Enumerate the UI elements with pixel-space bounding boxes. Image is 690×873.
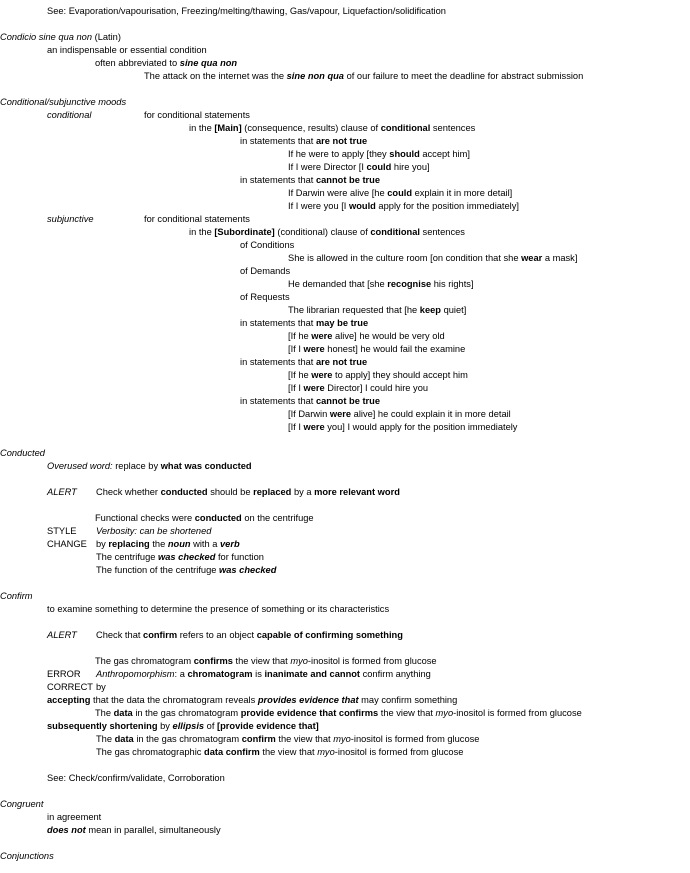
clause-line: in the [Main] (consequence, results) clause of conditional sentences [189, 123, 476, 133]
statement-type: in statements that cannot be true [240, 175, 381, 185]
see-also-line: See: Check/confirm/validate, Corroboration [47, 773, 225, 783]
definition: in agreement [47, 812, 102, 822]
correction-step: subsequently shortening by ellipsis of [provide evidence that] [47, 721, 319, 731]
example-sentence: The data in the gas chromatogram confirm the view that myo-inositol is formed from glucose [96, 734, 480, 744]
change-text: by replacing the noun with a verb [96, 539, 240, 549]
example-sentence: If he were to apply [they should accept him] [288, 149, 470, 159]
entry-confirm: Confirm [0, 591, 33, 601]
entry-condicio-sine-qua-non: Condicio sine qua non (Latin) [0, 32, 121, 42]
clause-line: in the [Subordinate] (conditional) clause of conditional sentences [189, 227, 465, 237]
example-sentence: The data in the gas chromatogram provide evidence that confirms the view that myo-inositol is formed from glucose [95, 708, 582, 718]
example-sentence: The centrifuge was checked for function [96, 552, 264, 562]
usage-line: for conditional statements [144, 110, 250, 120]
statement-type: of Requests [240, 292, 290, 302]
example-sentence: [If he were alive] he would be very old [288, 331, 445, 341]
abbreviation-note: often abbreviated to sine qua non [95, 58, 238, 68]
correct-label: CORRECT [47, 682, 93, 692]
correction-step: accepting that the data the chromatogram reveals provides evidence that may confirm something [47, 695, 458, 705]
usage-line: for conditional statements [144, 214, 250, 224]
alert-text: Check that confirm refers to an object capable of confirming something [96, 630, 403, 640]
error-label: ERROR [47, 669, 81, 679]
statement-type: in statements that are not true [240, 357, 368, 367]
subentry-conditional: conditional [47, 110, 92, 120]
example-sentence: The gas chromatographic data confirm the view that myo-inositol is formed from glucose [96, 747, 464, 757]
statement-type: of Conditions [240, 240, 295, 250]
example-sentence: The attack on the internet was the sine non qua of our failure to meet the deadline for abstract submission [144, 71, 584, 81]
alert-label: ALERT [47, 630, 77, 640]
example-sentence: [If I were Director] I could hire you [288, 383, 429, 393]
statement-type: in statements that are not true [240, 136, 368, 146]
statement-type: in statements that may be true [240, 318, 369, 328]
overused-note: Overused word: replace by what was conducted [47, 461, 252, 471]
alert-text: Check whether conducted should be replaced by a more relevant word [96, 487, 400, 497]
see-also-line: See: Evaporation/vapourisation, Freezing/melting/thawing, Gas/vapour, Liquefaction/solidification [47, 6, 446, 16]
entry-congruent: Congruent [0, 799, 44, 809]
entry-conditional-subjunctive: Conditional/subjunctive moods [0, 97, 127, 107]
correct-text: by [96, 682, 106, 692]
statement-type: in statements that cannot be true [240, 396, 381, 406]
example-sentence: The gas chromatogram confirms the view that myo-inositol is formed from glucose [95, 656, 437, 666]
entry-conjunctions: Conjunctions [0, 851, 54, 861]
entry-conducted: Conducted [0, 448, 45, 458]
change-label: CHANGE [47, 539, 87, 549]
definition: does not mean in parallel, simultaneously [47, 825, 221, 835]
statement-type: of Demands [240, 266, 291, 276]
definition: an indispensable or essential condition [47, 45, 207, 55]
example-sentence: [If I were you] I would apply for the position immediately [288, 422, 518, 432]
error-text: Anthropomorphism: a chromatogram is inanimate and cannot confirm anything [96, 669, 431, 679]
example-sentence: The librarian requested that [he keep quiet] [288, 305, 467, 315]
example-sentence: [If he were to apply] they should accept him [288, 370, 468, 380]
example-sentence: [If Darwin were alive] he could explain it in more detail [288, 409, 511, 419]
example-sentence: If I were you [I would apply for the position immediately] [288, 201, 519, 211]
example-sentence: [If I were honest] he would fail the examine [288, 344, 466, 354]
example-sentence: If I were Director [I could hire you] [288, 162, 430, 172]
example-sentence: If Darwin were alive [he could explain it in more detail] [288, 188, 513, 198]
style-label: STYLE [47, 526, 77, 536]
subentry-subjunctive: subjunctive [47, 214, 94, 224]
alert-label: ALERT [47, 487, 77, 497]
example-sentence: He demanded that [she recognise his rights] [288, 279, 474, 289]
definition: to examine something to determine the presence of something or its characteristics [47, 604, 390, 614]
style-text: Verbosity: can be shortened [96, 526, 212, 536]
example-sentence: Functional checks were conducted on the centrifuge [95, 513, 314, 523]
example-sentence: The function of the centrifuge was checked [96, 565, 277, 575]
example-sentence: She is allowed in the culture room [on condition that she wear a mask] [288, 253, 578, 263]
